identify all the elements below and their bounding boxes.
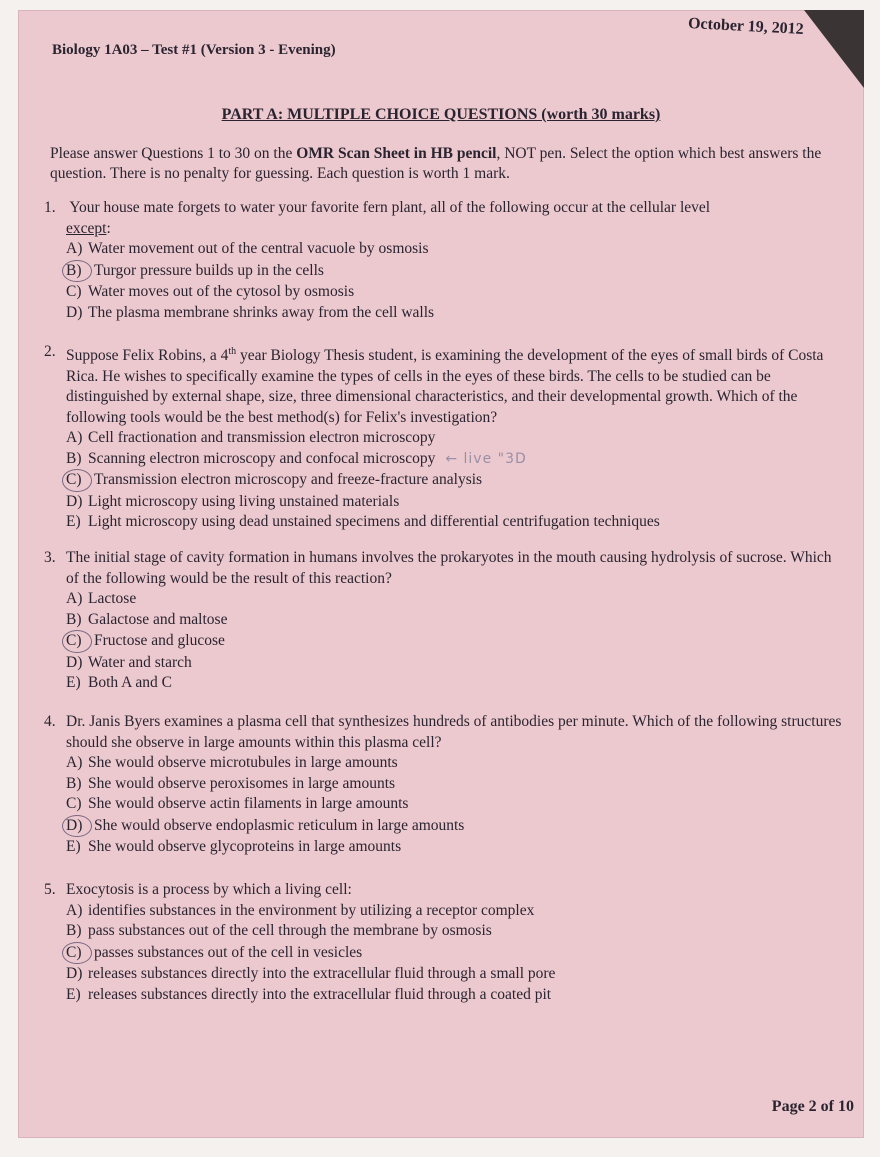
option-letter-circled: C) <box>62 469 92 492</box>
option-letter: E) <box>66 985 81 1003</box>
option-letter: C) <box>66 795 82 812</box>
question-stem-tail: : <box>106 219 111 237</box>
option-text: identifies substances in the environment by utilizing a receptor complex <box>88 901 535 919</box>
instructions-pre: Please answer Questions 1 to 30 on the <box>50 145 297 162</box>
option-text: She would observe peroxisomes in large amounts <box>88 774 396 792</box>
option-c <box>66 942 844 965</box>
option-letter: E) <box>66 513 81 531</box>
question-stem-sup: th <box>228 346 237 357</box>
option-e <box>66 837 844 858</box>
option-letter: E) <box>66 838 81 855</box>
option-a <box>66 428 844 449</box>
option-letter: D) <box>66 303 83 321</box>
question-number: 5. <box>44 881 56 898</box>
question-stem: Your house mate forgets to water your favorite fern plant, all of the following occur at the cellular level <box>69 199 711 216</box>
option-letter: A) <box>66 901 83 919</box>
option-text: Cell fractionation and transmission electron microscopy <box>88 429 436 447</box>
option-letter: A) <box>66 240 83 257</box>
option-text: Light microscopy using dead unstained specimens and differential centrifugation techniques <box>88 513 660 531</box>
option-a <box>66 239 844 260</box>
option-letter-circled: D) <box>62 815 92 838</box>
option-text: passes substances out of the cell in vesicles <box>94 943 363 961</box>
header-course: Biology 1A03 – Test #1 (Version 3 - Evening) <box>52 42 336 58</box>
option-text: releases substances directly into the extracellular fluid through a small pore <box>88 965 556 982</box>
option-a <box>66 753 844 774</box>
question-number: 3. <box>44 549 56 566</box>
option-text: Lactose <box>88 590 137 607</box>
question-stem-post: year Biology Thesis student, is examining the development of the eyes of small birds of Costa Rica. He wishes to specifically examine the types of cells in the eyes of these birds. The cells to be studied can be distinguished by external shape, size, three dimensional characteristics, and their developmental growth. Which of the following tools would be the best method(s) for Felix's investigation? <box>66 347 824 426</box>
question-number: 1. <box>44 199 56 216</box>
option-e <box>66 512 844 533</box>
options-list <box>44 428 844 533</box>
option-d <box>66 303 844 324</box>
option-text: She would observe actin filaments in large amounts <box>88 795 409 812</box>
option-c <box>66 469 844 492</box>
header-date: October 19, 2012 <box>687 14 805 39</box>
option-b <box>66 921 844 942</box>
question-number: 2. <box>44 343 56 360</box>
option-d <box>66 492 844 513</box>
option-text: Transmission electron microscopy and freeze-fracture analysis <box>94 471 483 489</box>
option-a <box>66 901 844 922</box>
options-list <box>44 589 844 694</box>
question-2 <box>44 342 844 533</box>
part-title: PART A: MULTIPLE CHOICE QUESTIONS (worth 30 marks) <box>221 106 661 123</box>
option-text: She would observe glycoproteins in large amounts <box>88 838 402 855</box>
options-list <box>44 901 844 1006</box>
option-d <box>66 653 844 674</box>
question-stem: The initial stage of cavity formation in humans involves the prokaryotes in the mouth causing hydrolysis of sucrose. Which of the following would be the result of this reaction? <box>66 549 832 587</box>
option-letter: C) <box>66 283 82 300</box>
options-list <box>44 753 844 858</box>
option-letter-circled: B) <box>62 260 92 283</box>
question-5 <box>44 880 844 1005</box>
option-text: Galactose and maltose <box>88 610 228 628</box>
question-stem: Exocytosis is a process by which a living cell: <box>66 881 352 898</box>
option-letter: D) <box>66 492 83 510</box>
option-c <box>66 794 844 815</box>
option-a <box>66 589 844 610</box>
question-stem: Dr. Janis Byers examines a plasma cell that synthesizes hundreds of antibodies per minute. Which of the following structures should she observe in large amounts within this plasma cell? <box>66 713 842 751</box>
option-text: She would observe microtubules in large amounts <box>88 754 398 771</box>
option-b <box>66 449 844 470</box>
option-letter-circled: C) <box>62 942 92 965</box>
option-b <box>66 610 844 631</box>
option-d <box>66 964 844 985</box>
instructions-post: , NOT pen. Select the option which best answers the question. There is no penalty for guessing. Each question is worth 1 mark. <box>50 145 822 182</box>
option-text: She would observe endoplasmic reticulum in large amounts <box>94 816 465 834</box>
option-text: Water moves out of the cytosol by osmosis <box>88 283 355 300</box>
option-text: Both A and C <box>88 674 172 691</box>
option-letter: E) <box>66 674 81 691</box>
option-letter-circled: C) <box>62 630 92 653</box>
option-letter: B) <box>66 922 82 939</box>
option-b <box>66 774 844 795</box>
option-text: Scanning electron microscopy and confocal microscopy <box>88 449 436 467</box>
option-d <box>66 815 844 838</box>
option-text: The plasma membrane shrinks away from the cell walls <box>88 303 435 321</box>
option-text: pass substances out of the cell through the membrane by osmosis <box>88 922 492 939</box>
question-3 <box>44 548 844 694</box>
option-letter: A) <box>66 754 83 771</box>
option-letter: B) <box>66 774 82 792</box>
option-text: Turgor pressure builds up in the cells <box>94 261 324 279</box>
question-1 <box>44 198 844 323</box>
option-letter: B) <box>66 610 82 628</box>
option-text: Light microscopy using living unstained materials <box>88 492 400 510</box>
pencil-note: ← live "3D <box>445 450 527 467</box>
option-letter: A) <box>66 429 83 447</box>
option-letter: D) <box>66 653 83 671</box>
test-page <box>18 10 864 1138</box>
option-text: Water and starch <box>88 653 192 671</box>
option-letter: D) <box>66 965 83 982</box>
option-text: releases substances directly into the extracellular fluid through a coated pit <box>88 985 552 1003</box>
option-text: Fructose and glucose <box>94 632 225 649</box>
option-c <box>66 282 844 303</box>
folded-corner <box>804 10 864 88</box>
question-number: 4. <box>44 713 56 730</box>
instructions-bold: OMR Scan Sheet in HB pencil <box>296 145 497 162</box>
question-stem-pre: Suppose Felix Robins, a 4 <box>66 347 229 365</box>
option-e <box>66 673 844 694</box>
instructions <box>50 144 844 184</box>
option-e <box>66 985 844 1006</box>
option-letter: B) <box>66 449 82 467</box>
option-text: Water movement out of the central vacuole by osmosis <box>88 240 429 257</box>
question-4 <box>44 712 844 858</box>
page-number: Page 2 of 10 <box>771 1098 854 1115</box>
option-b <box>66 260 844 283</box>
option-c <box>66 630 844 653</box>
question-stem-underlined: except <box>66 219 107 237</box>
option-letter: A) <box>66 590 83 607</box>
options-list <box>44 239 844 323</box>
